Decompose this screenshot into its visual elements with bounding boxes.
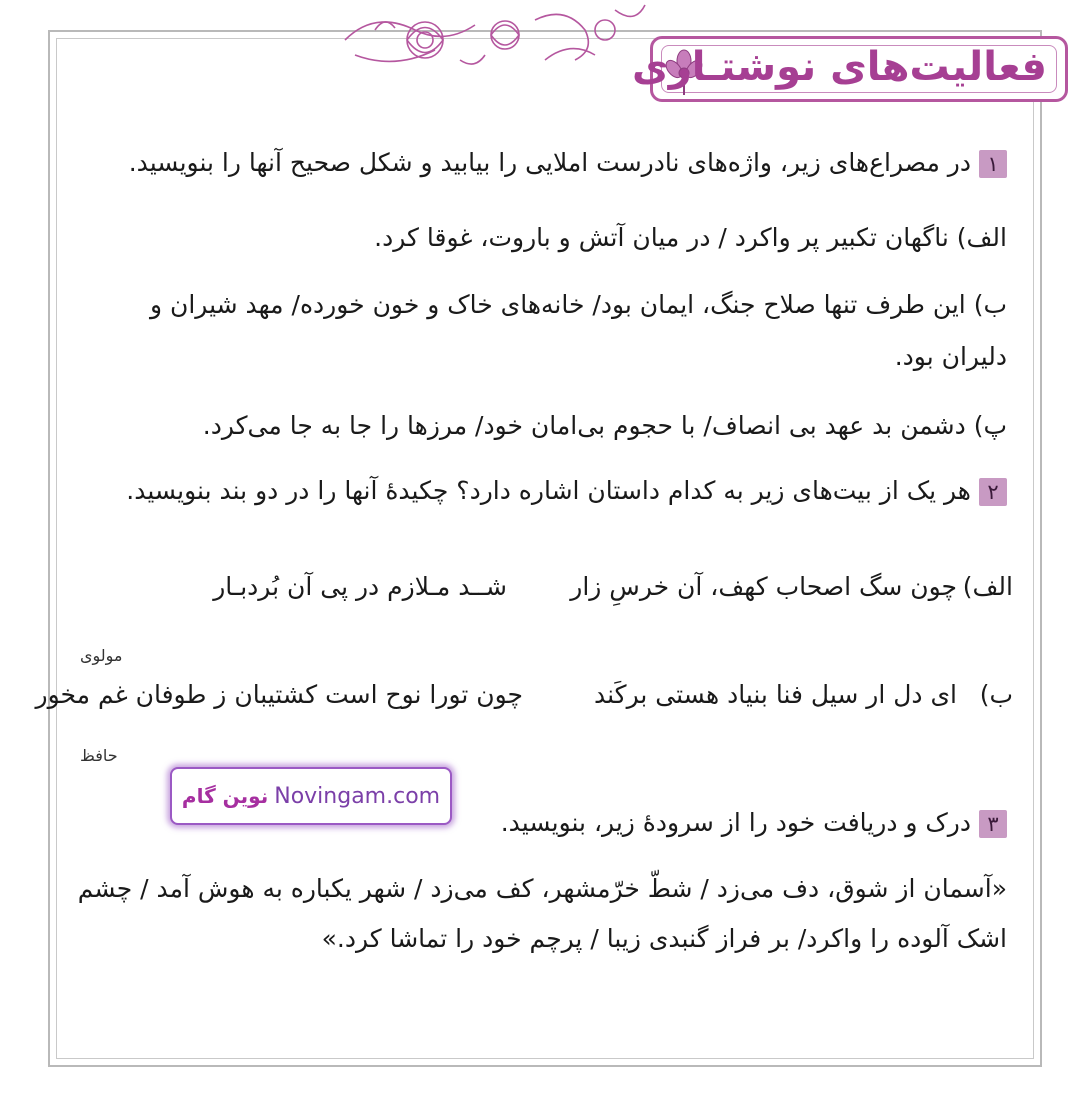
poem-a-hemistich-1: چون سگ اصحاب کهف، آن خرسِ زار xyxy=(570,572,957,601)
q1-item-b-line2: دلیران بود. xyxy=(894,342,1007,371)
poem-b-hemistich-2: چون تورا نوح است کشتیبان ز طوفان غم مخور xyxy=(35,680,523,709)
question-2-text: هر یک از بیت‌های زیر به کدام داستان اشاره دارد؟ چکیدهٔ آنها را در دو بند بنویسید. xyxy=(126,476,971,505)
section-header xyxy=(632,36,1068,102)
watermark-url: Novingam.com xyxy=(274,783,441,809)
inner-frame xyxy=(56,38,1034,1059)
question-1 xyxy=(129,148,1007,178)
website-watermark xyxy=(170,767,452,825)
question-2 xyxy=(126,476,1007,506)
poet-name-a: مولوی xyxy=(80,646,123,665)
watermark-persian: نوین گام xyxy=(181,784,269,808)
poem-a-label: الف) xyxy=(962,572,1013,601)
q1-item-a: الف) ناگهان تکبیر پر واکرد / در میان آتش و باروت، غوقا کرد. xyxy=(374,223,1007,252)
floral-ornament xyxy=(335,0,665,82)
question-number-badge: ۳ xyxy=(979,810,1007,838)
poem-a-hemistich-2: شــد مـلازم در پی آن بُردبـار xyxy=(213,572,507,601)
poem-b-label: ب) xyxy=(979,680,1013,709)
q1-item-b-line1: ب) این طرف تنها صلاح جنگ، ایمان بود/ خانه‌های خاک و خون خورده/ مهد شیران و xyxy=(149,290,1007,319)
question-3 xyxy=(501,808,1007,838)
question-1-text: در مصراع‌های زیر، واژه‌های نادرست املایی را بیابید و شکل صحیح آنها را بنویسید. xyxy=(128,148,971,177)
question-3-text: درک و دریافت خود را از سرودهٔ زیر، بنویسید. xyxy=(500,808,971,837)
question-number-badge: ۱ xyxy=(979,150,1007,178)
poet-name-b: حافظ xyxy=(80,746,118,765)
poem-b-hemistich-1: ای دل ار سیل فنا بنیاد هستی برکَند xyxy=(594,680,957,709)
q3-poem-line1: «آسمان از شوق، دف می‌زد / شطّ خرّمشهر، کف می‌زد / شهر یکباره به هوش آمد / چشم xyxy=(77,874,1007,903)
q1-item-c: پ) دشمن بد عهد بی انصاف/ با حجوم بی‌امان خود/ مرزها را جا به جا می‌کرد. xyxy=(202,411,1007,440)
q3-poem-line2: اشک آلوده را واکرد/ بر فراز گنبدی زیبا / پرچم خود را تماشا کرد.» xyxy=(321,924,1007,953)
page-title: فعالیت‌های نوشتـاری xyxy=(632,44,1047,90)
question-number-badge: ۲ xyxy=(979,478,1007,506)
